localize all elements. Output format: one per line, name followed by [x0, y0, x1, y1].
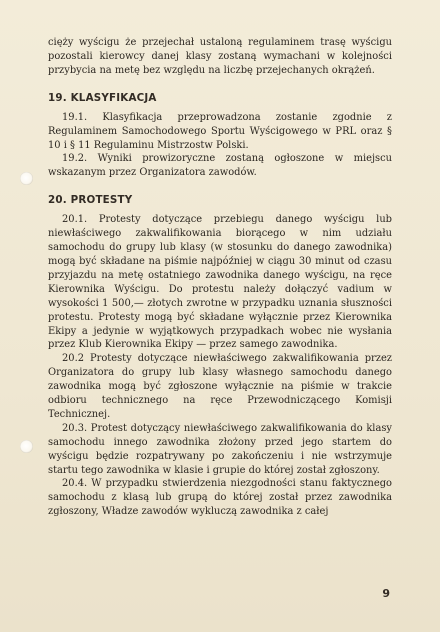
paragraph-20-3: 20.3. Protest dotyczący niewłaściwego zakwalifikowania do klasy samochodu innego zawodnika złożony przed jego startem do wyścigu będzie rozpatrywany po zakończeniu i nie wstrzymuje startu tego zawodnika w klasie i grupie do której został zgłoszony. — [48, 422, 392, 476]
intro-paragraph: cięży wyścigu że przejechał ustaloną regulaminem trasę wyścigu pozostali kierowcy danej klasy zostaną wymachani w kolejności przybycia na metę bez względu na liczbę przejechanych okrążeń. — [48, 37, 392, 76]
paragraph-19-1: 19.1. Klasyfikacja przeprowadzona zostanie zgodnie z Regulaminem Samochodowego Sportu Wyścigowego w PRL oraz § 10 i § 11 Regulaminu Mistrzostw Polski. — [48, 111, 392, 151]
paragraph-19-2: 19.2. Wyniki prowizoryczne zostaną ogłoszone w miejscu wskazanym przez Organizatora zawodów. — [48, 153, 392, 179]
punch-hole-icon — [20, 440, 33, 453]
punch-hole-icon — [20, 172, 33, 185]
paragraph-20-1: 20.1. Protesty dotyczące przebiegu danego wyścigu lub niewłaściwego zakwalifikowania biorącego w nim udziału samochodu do grupy lub klasy (w stosunku do danego zawodnika) mogą być składane na piśmie najpóźniej w ciągu 30 minut od czasu przyjazdu na metę ostatniego zawodnika danego wyścigu, na ręce Kierownika Wyścigu. Do protestu należy dołączyć vadium w wysokości 1 500,— złotych zwrotne w przypadku uznania słuszności protestu. Protesty mogą być składane wyłącznie przez Kierownika Ekipy a jedynie w wyjątkowych przypadkach wobec nie wysłania przez Klub Kierownika Ekipy — przez samego zawodnika. — [48, 214, 392, 351]
page-number: 9 — [382, 587, 390, 600]
paragraph-20-4: 20.4. W przypadku stwierdzenia niezgodności stanu faktycznego samochodu z klasą lub grupą do której został przez zawodnika zgłoszony, Władze zawodów wykluczą zawodnika z całej — [48, 478, 392, 518]
section-title-klasyfikacja: 19. KLASYFIKACJA — [48, 91, 157, 104]
section-title-protesty: 20. PROTESTY — [48, 194, 133, 207]
paragraph-20-2: 20.2 Protesty dotyczące niewłaściwego zakwalifikowania przez Organizatora do grupy lub klasy własnego samochodu danego zawodnika mogą być zgłoszone wyłącznie na piśmie w trakcie odbioru technicznego na ręce Przewodniczącego Komisji Technicznej. — [48, 353, 392, 420]
